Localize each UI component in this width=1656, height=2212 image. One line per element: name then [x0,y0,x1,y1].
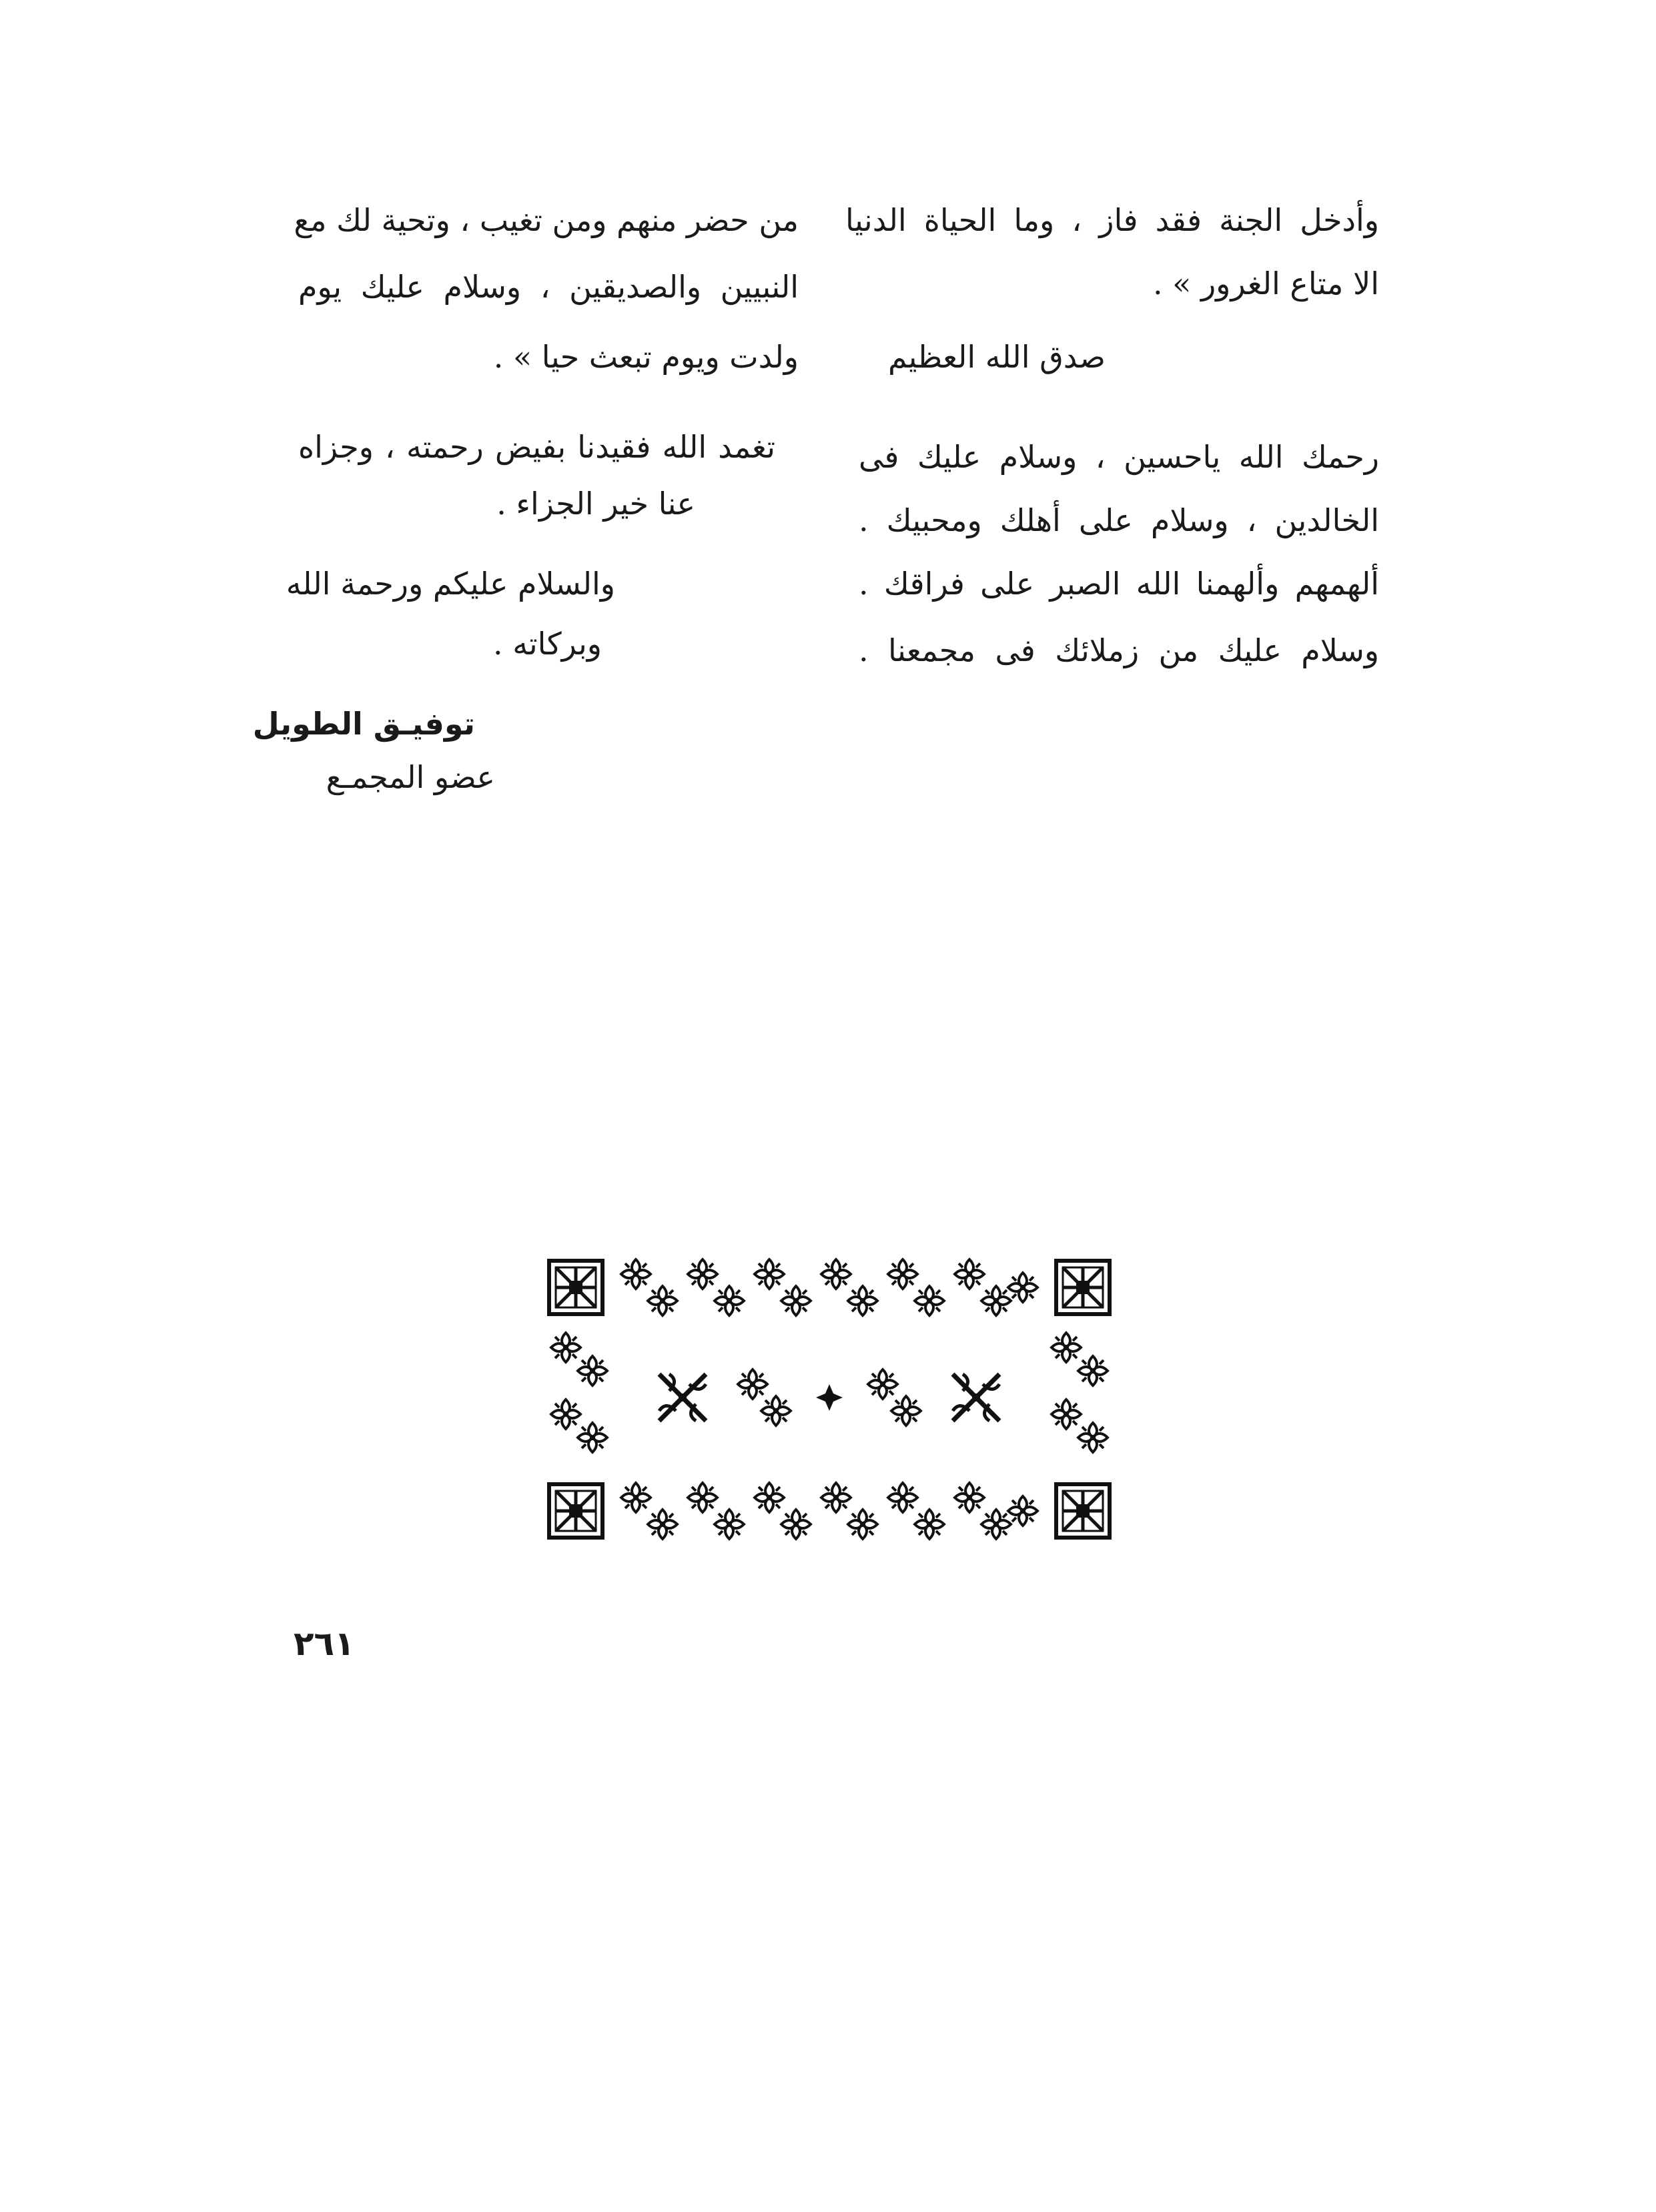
text-line: النبيين والصديقين ، وسلام عليك يوم [298,269,799,305]
closing-phrase: صدق الله العظيم [887,339,1106,375]
ornament-frame [546,1254,1113,1544]
text-line: وسلام عليك من زملائك فى مجمعنا . [859,632,1379,668]
text-line: رحمك الله ياحسين ، وسلام عليك فى [859,439,1379,475]
signature-title: عضو المجمـع [326,759,495,795]
signature-name: توفيـق الطويل [252,706,475,742]
page-number: ٢٦١ [294,1624,355,1663]
text-line: الا متاع الغرور » . [1152,265,1379,302]
text-line: تغمد الله فقيدنا بفيض رحمته ، وجزاه [298,429,775,465]
text-line: الخالدين ، وسلام على أهلك ومحبيك . [859,502,1379,538]
text-line: من حضر منهم ومن تغيب ، وتحية لك مع [294,202,799,238]
text-line: والسلام عليكم ورحمة الله [286,566,615,602]
text-line: وأدخل الجنة فقد فاز ، وما الحياة الدنيا [845,202,1379,238]
text-line: ألهمهم وألهمنا الله الصبر على فراقك . [859,566,1379,602]
text-line: وبركاته . [492,626,602,662]
text-line: ولدت ويوم تبعث حيا » . [493,339,799,375]
text-line: عنا خير الجزاء . [496,486,695,522]
